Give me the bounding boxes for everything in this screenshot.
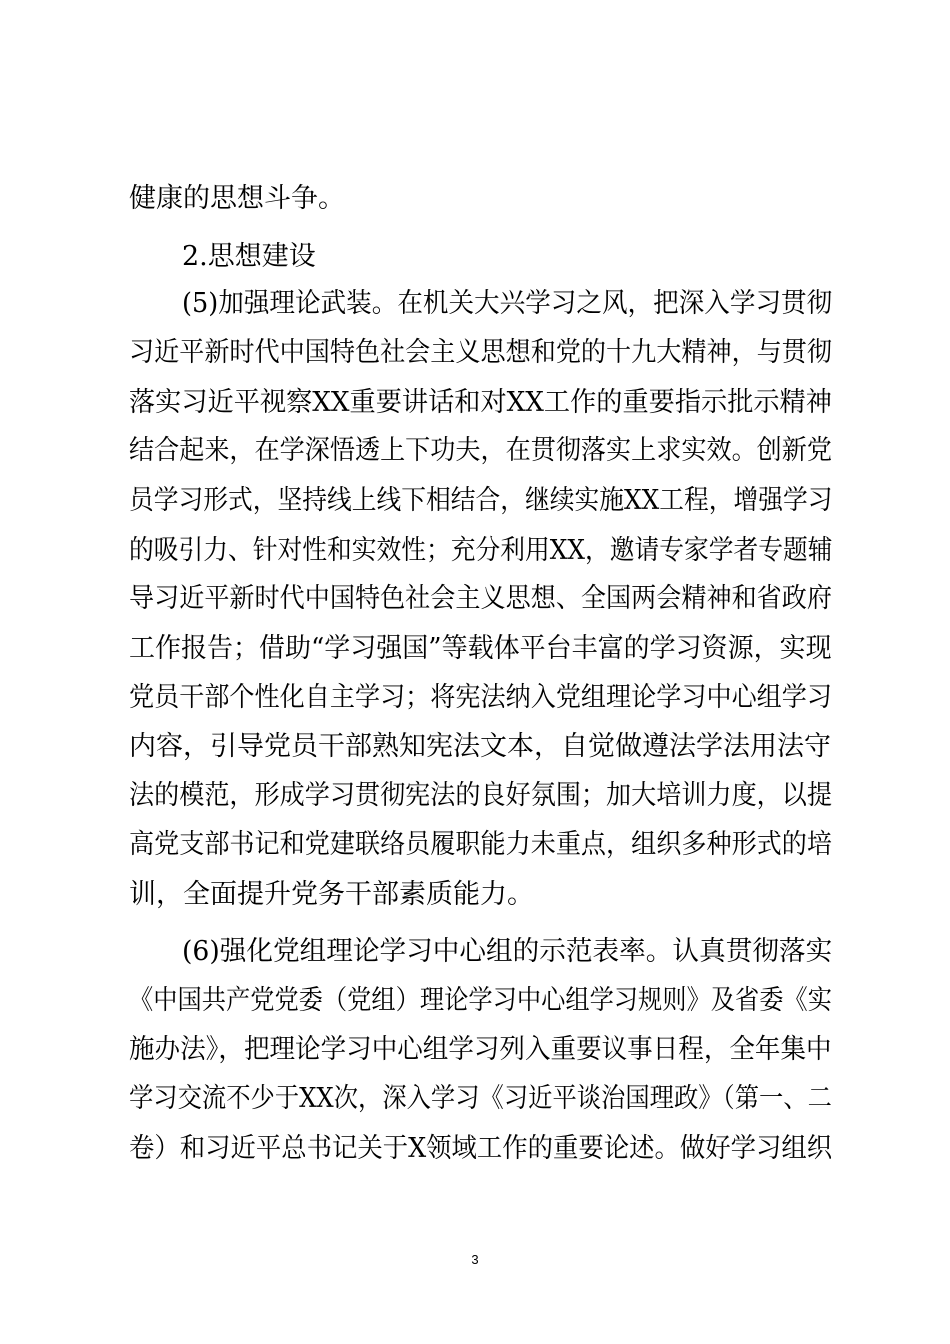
text-line: 内容，引导党员干部熟知宪法文本，自觉做遵法学法用法守 [129,731,831,762]
text-line: (5)加强理论武装。在机关大兴学习之风，把深入学习贯彻 [182,288,833,319]
section-heading: 2.思想建设 [182,241,316,272]
text-line: 员学习形式，坚持线上线下相结合，继续实施XX工程，增强学习 [129,485,833,516]
page-number: 3 [471,1252,479,1267]
text-line: 落实习近平视察XX重要讲话和对XX工作的重要指示批示精神 [129,387,832,418]
text-line: 卷）和习近平总书记关于X领域工作的重要论述。做好学习组织 [129,1133,833,1164]
text-line: 《中国共产党党委（党组）理论学习中心组学习规则》及省委《实 [129,985,832,1016]
text-line: 法的模范，形成学习贯彻宪法的良好氛围；加大培训力度，以提 [129,780,833,811]
text-line: 训，全面提升党务干部素质能力。 [129,879,534,910]
text-line: 工作报告；借助“学习强国”等载体平台丰富的学习资源，实现 [129,633,832,664]
text-line: 学习交流不少于XX次，深入学习《习近平谈治国理政》（第一、二 [129,1083,832,1114]
text-line: 高党支部书记和党建联络员履职能力未重点，组织多种形式的培 [129,829,833,860]
text-line: 结合起来，在学深悟透上下功夫，在贯彻落实上求实效。创新党 [129,435,833,466]
text-line: 健康的思想斗争。 [129,183,345,214]
text-line: 习近平新时代中国特色社会主义思想和党的十九大精神，与贯彻 [129,337,833,368]
text-line: 施办法》，把理论学习中心组学习列入重要议事日程，全年集中 [129,1034,832,1065]
text-line: 导习近平新时代中国特色社会主义思想、全国两会精神和省政府 [129,583,833,614]
text-line: 党员干部个性化自主学习；将宪法纳入党组理论学习中心组学习 [129,682,833,713]
text-line: (6)强化党组理论学习中心组的示范表率。认真贯彻落实 [182,936,833,967]
text-line: 的吸引力、针对性和实效性；充分利用XX，邀请专家学者专题辅 [129,535,833,566]
